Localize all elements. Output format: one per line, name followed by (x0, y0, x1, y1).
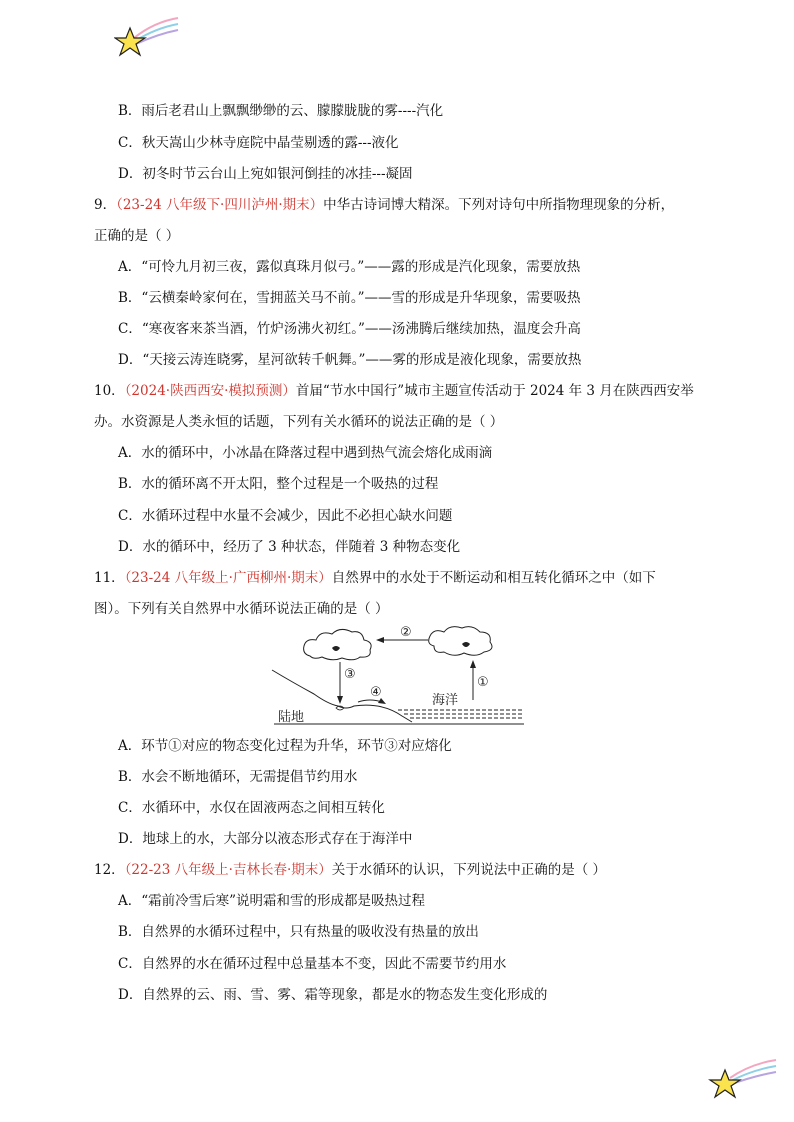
q11-option-a: A．环节①对应的物态变化过程为升华，环节③对应熔化 (118, 738, 452, 754)
ocean-label: 海洋 (432, 693, 459, 708)
label-2: ② (400, 625, 412, 640)
q12-stem: 关于水循环的认识，下列说法中正确的是（ ） (331, 862, 607, 878)
q11-number: 11． (94, 570, 125, 586)
q12-source: （22-23 八年级上·吉林长春·期末） (124, 862, 332, 878)
q9-option-d: D．“天接云涛连晓雾，星河欲转千帆舞。”——雾的形成是液化现象，需要放热 (118, 352, 582, 368)
q10-option-d: D．水的循环中，经历了 3 种状态，伴随着 3 种物态变化 (118, 539, 461, 555)
q11-stem-line-2: 图）。下列有关自然界中水循环说法正确的是（ ） (94, 601, 389, 617)
q12-number: 12． (94, 862, 125, 878)
label-3: ③ (344, 667, 356, 682)
label-4: ④ (370, 685, 382, 700)
q10-stem-line-1 (94, 382, 694, 400)
q9-stem: 中华古诗词博大精深。下列对诗句中所指物理现象的分析， (323, 197, 675, 213)
left-cloud (304, 629, 372, 659)
q8-option-b: B．雨后老君山上飘飘缈缈的云、朦朦胧胧的雾----汽化 (118, 103, 444, 119)
q12-option-c: C．自然界的水在循环过程中总量基本不变，因此不需要节约用水 (118, 956, 507, 972)
q11-option-d: D．地球上的水，大部分以液态形式存在于海洋中 (118, 831, 413, 847)
q8-option-c: C．秋天嵩山少林寺庭院中晶莹剔透的露---液化 (118, 135, 399, 151)
land-label: 陆地 (278, 710, 305, 725)
q10-stem-line-2: 办。水资源是人类永恒的话题，下列有关水循环的说法正确的是（ ） (94, 414, 504, 430)
q12-option-a: A．“霜前冷雪后寒”说明霜和雪的形成都是吸热过程 (118, 893, 426, 909)
q10-number: 10． (94, 383, 125, 399)
label-1: ① (477, 675, 489, 690)
shooting-star-icon (708, 1058, 778, 1102)
q9-stem-line-2: 正确的是（ ） (94, 228, 180, 244)
q11-stem: 自然界中的水处于不断运动和相互转化循环之中（如下 (331, 570, 656, 586)
q10-option-c: C．水循环过程中水量不会减少，因此不必担心缺水问题 (118, 508, 453, 524)
q9-option-a: A．“可怜九月初三夜，露似真珠月似弓。”——露的形成是汽化现象，需要放热 (118, 259, 581, 275)
q12-option-b: B．自然界的水循环过程中，只有热量的吸收没有热量的放出 (118, 924, 479, 940)
q11-source: （23-24 八年级上·广西柳州·期末） (124, 570, 332, 586)
q10-option-a: A．水的循环中，小冰晶在降落过程中遇到热气流会熔化成雨滴 (118, 445, 493, 461)
q11-option-c: C．水循环中，水仅在固液两态之间相互转化 (118, 800, 385, 816)
q9-number: 9． (94, 197, 117, 213)
q9-option-b: B．“云横秦岭家何在，雪拥蓝关马不前。”——雪的形成是升华现象，需要吸热 (118, 290, 581, 306)
q11-stem-line-1 (94, 569, 656, 587)
q10-source: （2024·陕西西安·模拟预测） (124, 383, 296, 399)
q10-stem: 首届“节水中国行”城市主题宣传活动于 2024 年 3 月在陕西西安举 (295, 383, 694, 399)
q11-option-b: B．水会不断地循环，无需提倡节约用水 (118, 769, 358, 785)
right-cloud (429, 627, 492, 656)
q10-option-b: B．水的循环离不开太阳，整个过程是一个吸热的过程 (118, 476, 439, 492)
q9-source: （23-24 八年级下·四川泸州·期末） (116, 197, 324, 213)
q12-stem-line-1 (94, 861, 606, 879)
q9-option-c: C．“寒夜客来茶当酒，竹炉汤沸火初红。”——汤沸腾后继续加热，温度会升高 (118, 321, 581, 337)
water-cycle-diagram (262, 620, 532, 732)
q9-stem-line-1 (94, 196, 674, 214)
q12-option-d: D．自然界的云、雨、雪、雾、霜等现象，都是水的物态发生变化形成的 (118, 987, 548, 1003)
shooting-star-icon (114, 16, 180, 60)
q8-option-d: D．初冬时节云台山上宛如银河倒挂的冰挂---凝固 (118, 166, 413, 182)
